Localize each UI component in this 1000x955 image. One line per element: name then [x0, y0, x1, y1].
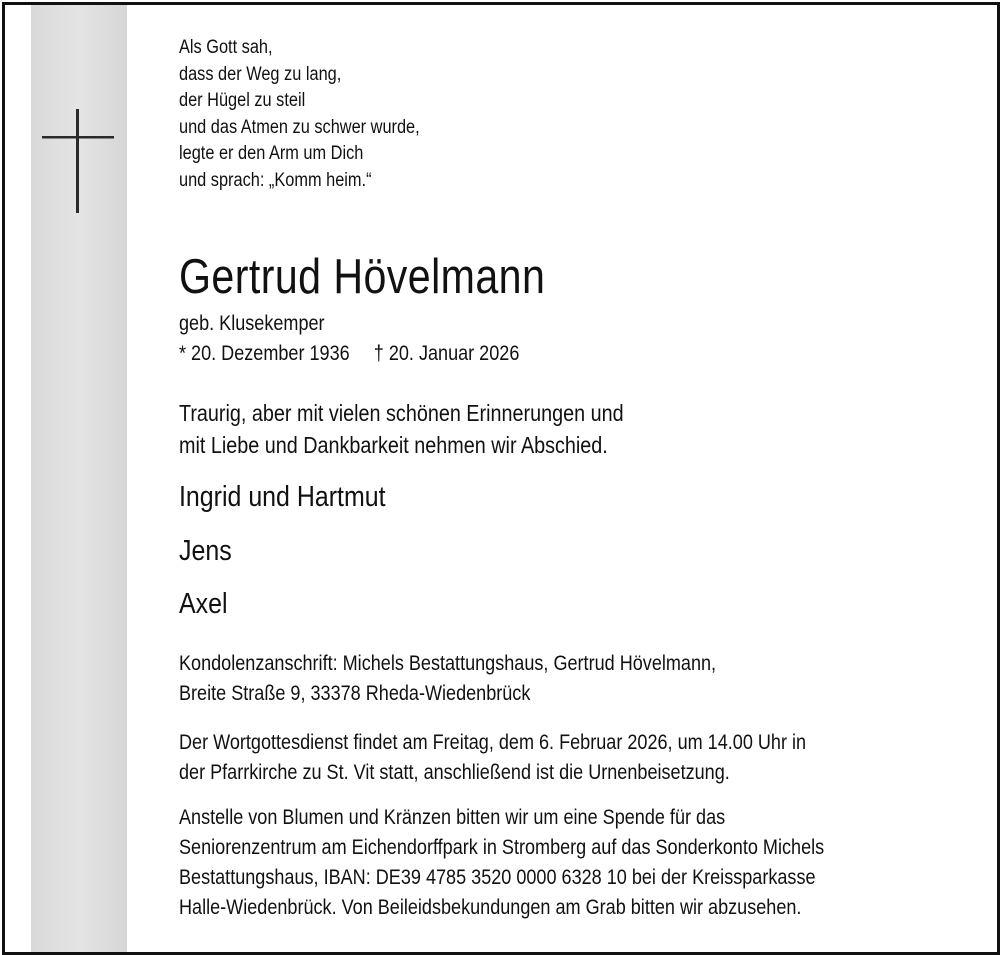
obituary-notice [2, 2, 1000, 955]
farewell-line: Traurig, aber mit vielen schönen Erinnerungen und [179, 400, 624, 426]
mourner-name: Jens [179, 535, 232, 567]
mourner-name: Ingrid und Hartmut [179, 481, 386, 513]
service-info [179, 728, 806, 788]
poem-line: der Hügel zu steil [179, 90, 306, 111]
death-date: † 20. Januar 2026 [373, 342, 520, 365]
poem-line: legte er den Arm um Dich [179, 143, 364, 164]
donation-line: Anstelle von Blumen und Kränzen bitten wir um eine Spende für das [179, 806, 726, 829]
farewell-text [179, 397, 624, 461]
service-line: der Pfarrkirche zu St. Vit statt, anschließend ist die Urnenbeisetzung. [179, 761, 730, 784]
birth-date: * 20. Dezember 1936 [179, 342, 350, 365]
donation-line: Halle-Wiedenbrück. Von Beileidsbekundungen am Grab bitten wir abzusehen. [179, 896, 802, 919]
donation-line: Seniorenzentrum am Eichendorffpark in Stromberg auf das Sonderkonto Michels [179, 836, 825, 859]
condolence-line: Breite Straße 9, 33378 Rheda-Wiedenbrück [179, 682, 531, 705]
poem-line: dass der Weg zu lang, [179, 63, 342, 85]
farewell-line: mit Liebe und Dankbarkeit nehmen wir Abschied. [179, 432, 608, 458]
donation-info [179, 803, 824, 923]
life-dates [179, 342, 519, 366]
condolence-line: Kondolenzanschrift: Michels Bestattungshaus, Gertrud Hövelmann, [179, 652, 717, 675]
service-line: Der Wortgottesdienst findet am Freitag, dem 6. Februar 2026, um 14.00 Uhr in [179, 731, 807, 754]
poem-line: und das Atmen zu schwer wurde, [179, 116, 420, 138]
poem-line: und sprach: „Komm heim.“ [179, 169, 372, 191]
poem [179, 35, 858, 194]
cross-icon [42, 109, 114, 219]
notice-content [179, 35, 969, 919]
poem-line: Als Gott sah, [179, 37, 273, 58]
condolence-address [179, 649, 716, 709]
donation-line: Bestattungshaus, IBAN: DE39 4785 3520 0000 6328 10 bei der Kreissparkasse [179, 866, 816, 889]
mourner-name: Axel [179, 588, 228, 620]
maiden-name: geb. Klusekemper [179, 312, 325, 335]
deceased-name: Gertrud Hövelmann [179, 250, 546, 304]
